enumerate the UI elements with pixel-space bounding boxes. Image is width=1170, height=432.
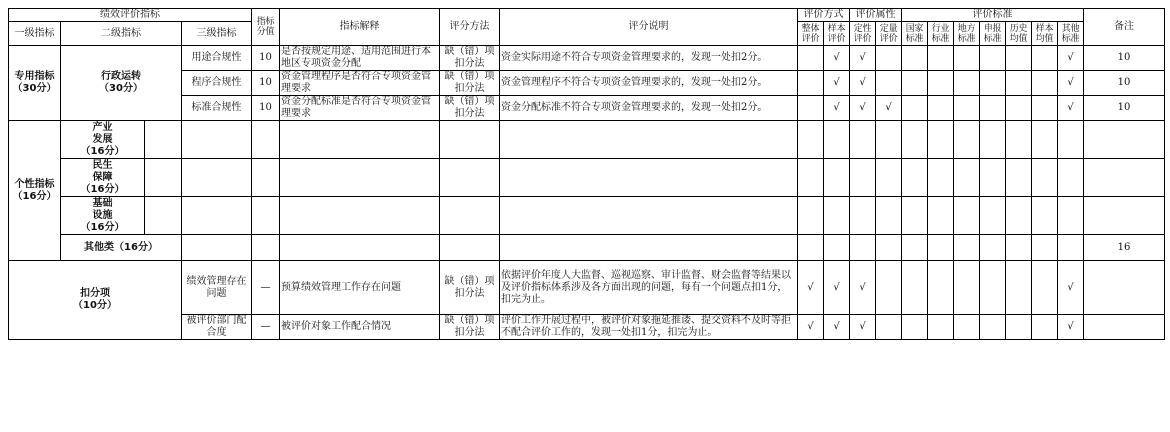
header-declared: 申报标准 [980, 22, 1006, 46]
remark-cell [1084, 315, 1165, 340]
header-remark: 备注 [1084, 9, 1165, 46]
header-std-group: 评价标准 [902, 9, 1084, 22]
explain-cell: 被评价对象工作配合情况 [280, 315, 440, 340]
whole-check: √ [798, 315, 824, 340]
deduct-name: 扣分项 [80, 288, 110, 299]
score-cell: 10 [252, 71, 280, 96]
level3-cell: 用途合规性 [182, 46, 252, 71]
special-level1-score: （30分） [12, 83, 57, 94]
qualitative-check: √ [850, 315, 876, 340]
industry-cell [928, 96, 954, 121]
quantitative-cell [876, 71, 902, 96]
header-level1: 一级指标 [9, 22, 61, 46]
header-way-group: 评价方式 [798, 9, 850, 22]
header-score: 指标分值 [252, 9, 280, 46]
quantitative-cell [876, 315, 902, 340]
table-row [9, 159, 1165, 197]
header-whole: 整体评价 [798, 22, 824, 46]
method-cell: 缺（错）项扣分法 [440, 71, 500, 96]
header-desc: 评分说明 [500, 9, 798, 46]
declared-cell [980, 46, 1006, 71]
desc-cell: 资金实际用途不符合专项资金管理要求的，发现一处扣2分。 [500, 46, 798, 71]
sample-check: √ [824, 96, 850, 121]
industry-dev-label: 产业 发展 （16分） [61, 121, 145, 159]
table-row [9, 235, 1165, 261]
sample-check: √ [824, 261, 850, 315]
whole-cell [798, 46, 824, 71]
level3-cell: 程序合规性 [182, 71, 252, 96]
qualitative-check: √ [850, 71, 876, 96]
qualitative-check: √ [850, 96, 876, 121]
whole-cell [798, 71, 824, 96]
other-check: √ [1058, 261, 1084, 315]
personal-level1-name: 个性指标 [14, 178, 55, 190]
header-sample-avg: 样本均值 [1032, 22, 1058, 46]
sample-check: √ [824, 46, 850, 71]
sample-avg-cell [1032, 96, 1058, 121]
method-cell: 缺（错）项扣分法 [440, 261, 500, 315]
header-method: 评分方法 [440, 9, 500, 46]
other-check: √ [1058, 96, 1084, 121]
method-cell: 缺（错）项扣分法 [440, 96, 500, 121]
personal-level1 [9, 121, 61, 261]
header-quantitative: 定量评价 [876, 22, 902, 46]
header-attr-group: 评价属性 [850, 9, 902, 22]
infrastructure-label: 基础 设施 （16分） [61, 197, 145, 235]
method-cell: 缺（错）项扣分法 [440, 46, 500, 71]
method-cell: 缺（错）项扣分法 [440, 315, 500, 340]
special-level2-score: （30分） [99, 83, 143, 94]
deduct-label [9, 261, 182, 340]
table-row [9, 121, 1165, 159]
sample-check: √ [824, 315, 850, 340]
table-row [9, 315, 1165, 340]
other-check: √ [1058, 71, 1084, 96]
explain-cell: 是否按规定用途、适用范围进行本地区专项资金分配 [280, 46, 440, 71]
level3-cell: 被评价部门配合度 [182, 315, 252, 340]
remark-cell: 10 [1084, 46, 1165, 71]
desc-cell: 评价工作开展过程中，被评价对象拖延推诿、提交资料不及时等拒不配合评价工作的，发现一处扣1分，扣完为止。 [500, 315, 798, 340]
table-row [9, 197, 1165, 235]
score-cell: 10 [252, 46, 280, 71]
local-cell [954, 46, 980, 71]
header-sample: 样本评价 [824, 22, 850, 46]
level3-cell: 绩效管理存在问题 [182, 261, 252, 315]
explain-cell: 预算绩效管理工作存在问题 [280, 261, 440, 315]
level3-cell: 标准合规性 [182, 96, 252, 121]
table-row [9, 96, 1165, 121]
history-cell [1006, 71, 1032, 96]
local-cell [954, 96, 980, 121]
header-industry: 行业标准 [928, 22, 954, 46]
header-national: 国家标准 [902, 22, 928, 46]
header-other: 其他标准 [1058, 22, 1084, 46]
header-local: 地方标准 [954, 22, 980, 46]
special-level1-name: 专用指标 [14, 71, 55, 82]
deduct-score: （10分） [73, 300, 117, 311]
declared-cell [980, 96, 1006, 121]
history-cell [1006, 46, 1032, 71]
table-row [9, 261, 1165, 315]
history-cell [1006, 96, 1032, 121]
livelihood-label: 民生 保障 （16分） [61, 159, 145, 197]
header-level2: 二级指标 [61, 22, 182, 46]
desc-cell: 依据评价年度人大监督、巡视巡察、审计监督、财会监督等结果以及评价指标体系涉及各方面出现的问题，每有一个问题点扣1分，扣完为止。 [500, 261, 798, 315]
desc-cell: 资金管理程序不符合专项资金管理要求的，发现一处扣2分。 [500, 71, 798, 96]
special-level2 [61, 46, 182, 121]
header-explain: 指标解释 [280, 9, 440, 46]
industry-cell [928, 71, 954, 96]
sample-avg-cell [1032, 46, 1058, 71]
header-qualitative: 定性评价 [850, 22, 876, 46]
score-cell: 10 [252, 96, 280, 121]
special-level2-name: 行政运转 [101, 71, 141, 82]
whole-cell [798, 96, 824, 121]
national-cell [902, 96, 928, 121]
header-level3: 三级指标 [182, 22, 252, 46]
declared-cell [980, 71, 1006, 96]
evaluation-indicator-table [8, 8, 1165, 340]
score-cell: — [252, 261, 280, 315]
header-history: 历史均值 [1006, 22, 1032, 46]
quantitative-cell [876, 46, 902, 71]
sample-check: √ [824, 71, 850, 96]
other-check: √ [1058, 315, 1084, 340]
score-cell: — [252, 315, 280, 340]
others-label: 其他类（16分） [61, 235, 182, 261]
desc-cell: 资金分配标准不符合专项资金管理要求的，发现一处扣2分。 [500, 96, 798, 121]
national-cell [902, 71, 928, 96]
national-cell [902, 46, 928, 71]
table-row [9, 46, 1165, 71]
special-level1 [9, 46, 61, 121]
personal-level1-score: （16分） [12, 190, 57, 202]
quantitative-check: √ [876, 96, 902, 121]
other-check: √ [1058, 46, 1084, 71]
local-cell [954, 71, 980, 96]
quantitative-cell [876, 261, 902, 315]
remark-cell [1084, 261, 1165, 315]
remark-cell: 16 [1084, 235, 1165, 261]
industry-cell [928, 46, 954, 71]
table-row [9, 71, 1165, 96]
sample-avg-cell [1032, 71, 1058, 96]
remark-cell: 10 [1084, 71, 1165, 96]
explain-cell: 资金管理程序是否符合专项资金管理要求 [280, 71, 440, 96]
header-indicators-group: 绩效评价指标 [9, 9, 252, 22]
explain-cell: 资金分配标准是否符合专项资金管理要求 [280, 96, 440, 121]
whole-check: √ [798, 261, 824, 315]
qualitative-check: √ [850, 46, 876, 71]
qualitative-check: √ [850, 261, 876, 315]
remark-cell: 10 [1084, 96, 1165, 121]
